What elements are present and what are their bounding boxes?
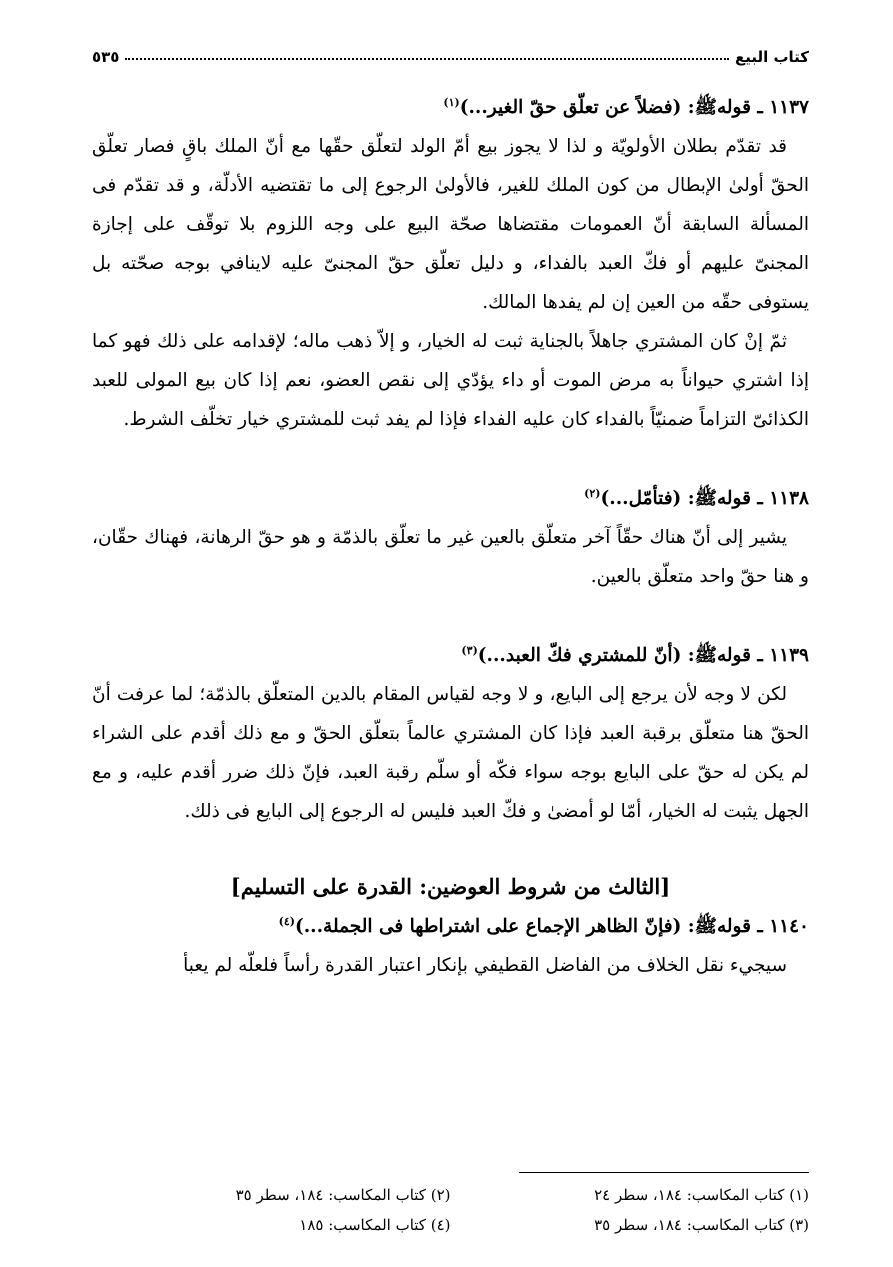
paragraph: سيجيء نقل الخلاف من الفاضل القطيفي بإنكار اعتبار القدرة رأساً فلعلّه لم يعبأ: [183, 955, 787, 976]
entry-heading: [92, 479, 809, 518]
entry-lead: قوله: [716, 645, 751, 666]
entry-heading: [92, 907, 809, 946]
entry-quote: : (أنّ للمشتري فكّ العبد...): [477, 645, 695, 666]
paragraph: قد تقدّم بطلان الأولويّة و لذا لا يجوز بيع أمّ الولد لتعلّق حقّها مع أنّ الملك باقٍ فصار تعلّق الحقّ أولىٰ الإبطال من كون الملك للغير، فالأولىٰ الرجوع إلى ما تقتضيه الأدلّة، و قد تقدّم فى المسألة السابقة أنّ العمومات مقتضاها صحّة البيع على وجه اللزوم بلا توقّف على إجازة المجنىّ عليهم أو فكّ العبد بالفداء، و دليل تعلّق حقّ المجنىّ عليه لاينافي بوجه صحّته بل يستوفى حقّه من العين إن لم يفدها المالك.: [92, 136, 809, 313]
entry-number: ١١٣٨: [769, 488, 809, 509]
running-head-title: كتاب البيع: [734, 48, 809, 66]
honorific: ﷺ: [694, 97, 717, 118]
entry-number: ١١٤٠: [769, 916, 809, 937]
footnote-ref: (٤): [278, 914, 295, 928]
honorific: ﷺ: [694, 488, 717, 509]
spacer: [92, 831, 809, 867]
running-head: [92, 38, 809, 66]
entry-dash: ـ: [757, 488, 763, 509]
entry-quote: : (فضلاً عن تعلّق حقّ الغير...): [459, 97, 695, 118]
section-title: [الثالث من شروط العوضين: القدرة على التسليم]: [230, 874, 671, 899]
entry-heading: [92, 88, 809, 127]
entry-number: ١١٣٧: [769, 97, 809, 118]
entry-lead: قوله: [716, 916, 751, 937]
footnote: (٣) كتاب المكاسب: ١٨٤، سطر ٣٥: [594, 1216, 809, 1234]
entry-dash: ـ: [757, 97, 763, 118]
entry-number: ١١٣٩: [769, 645, 809, 666]
paragraph: ثمّ إنْ كان المشتري جاهلاً بالجناية ثبت له الخيار، و إلاّ ذهب ماله؛ لإقدامه على ذلك فهو كما إذا اشتري حيواناً به مرض الموت أو داء يؤدّي إلى نقص العضو، نعم إذا كان بيع المولى للعبد الكذائىّ التزاماً ضمنيّاً بالفداء كان عليه الفداء فإذا لم يفد ثبت للمشتري خيار تخلّف الشرط.: [92, 331, 809, 430]
footnote-ref: (٢): [584, 486, 601, 500]
footnotes: [92, 1180, 809, 1240]
footnote-ref: (٣): [461, 643, 478, 657]
entry-lead: قوله: [716, 488, 751, 509]
paragraph: يشير إلى أنّ هناك حقّاً آخر متعلّق بالعين غير ما تعلّق بالذمّة و هو حقّ الرهانة، فهناك حقّان، و هنا حقّ واحد متعلّق بالعين.: [92, 527, 809, 587]
paragraph: لكن لا وجه لأن يرجع إلى البايع، و لا وجه لقياس المقام بالدين المتعلّق بالذمّة؛ لما عرفت أنّ الحقّ هنا متعلّق برقبة العبد فإذا كان المشتري عالماً بتعلّق الحقّ و مع ذلك أقدم على الشراء لم يكن له حقّ على البايع بوجه سواء فكّه أو سلّم رقبة العبد، فإنّ ذلك ضرر أقدم عليه، و مع الجهل يثبت له الخيار، أمّا لو أمضىٰ و فكّ العبد فليس له الرجوع إلى البايع فى ذلك.: [92, 684, 809, 822]
footnote-separator: [519, 1172, 809, 1173]
footnote: (٤) كتاب المكاسب: ١٨٥: [299, 1216, 451, 1234]
footnote: (١) كتاب المكاسب: ١٨٤، سطر ٢٤: [594, 1186, 809, 1204]
spacer: [92, 596, 809, 636]
page-number: ٥٣٥: [92, 48, 120, 66]
honorific: ﷺ: [694, 645, 717, 666]
entry-lead: قوله: [716, 97, 751, 118]
main-text: [92, 88, 809, 985]
entry-quote: : (فتأمّل...): [600, 488, 695, 509]
footnote: (٢) كتاب المكاسب: ١٨٤، سطر ٣٥: [235, 1186, 451, 1204]
entry-dash: ـ: [757, 645, 763, 666]
spacer: [92, 439, 809, 479]
entry-heading: [92, 636, 809, 675]
entry-dash: ـ: [757, 916, 763, 937]
leader-dots: [125, 58, 728, 60]
honorific: ﷺ: [694, 916, 717, 937]
entry-quote: : (فإنّ الظاهر الإجماع على اشتراطها فى الجملة...): [294, 916, 695, 937]
footnote-ref: (١): [443, 95, 460, 109]
